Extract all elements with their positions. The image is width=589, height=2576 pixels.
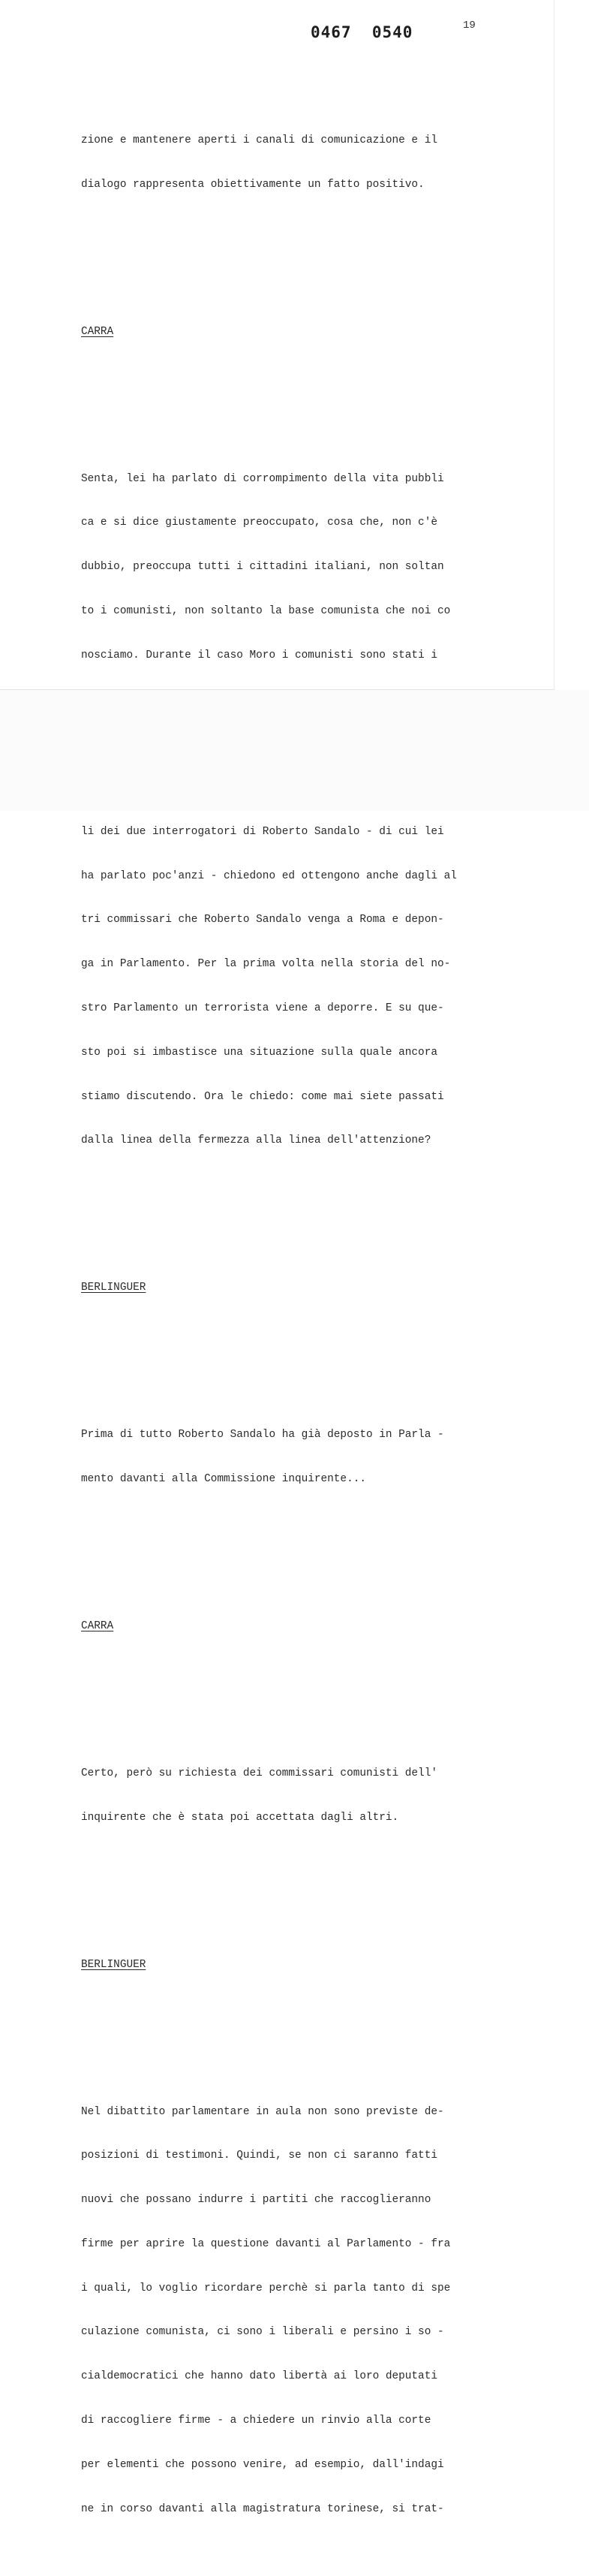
- text-line: per elementi che possono venire, ad esempio, dall'indagi: [81, 2458, 444, 2471]
- text-line: tri commissari che Roberto Sandalo venga a Roma e depon-: [81, 914, 444, 926]
- text-line: Senta, lei ha parlato di corrompimento della vita pubbli: [81, 472, 444, 485]
- paragraph: [81, 104, 479, 222]
- text-line: cialdemocratici che hanno dato libertà ai loro deputati: [81, 2370, 437, 2383]
- text-line: Prima di tutto Roberto Sandalo ha già deposto in Parla -: [81, 1429, 444, 1442]
- text-line: dialogo rappresenta obiettivamente un fatto positivo.: [81, 178, 425, 191]
- speaker-label: BERLINGUER: [81, 1958, 146, 1971]
- text-line: ne in corso davanti alla magistratura torinese, si trat-: [81, 2502, 444, 2515]
- text-line: dalla linea della fermezza alla linea dell'attenzione?: [81, 1134, 431, 1147]
- text-line: di raccogliere firme - a chiedere un rinvio alla corte: [81, 2415, 431, 2427]
- speaker-label: BERLINGUER: [81, 1282, 146, 1294]
- text-line: mento davanti alla Commissione inquirente...: [81, 1473, 366, 1485]
- text-line: inquirente che è stata poi accettata dagli altri.: [81, 1811, 399, 1824]
- speaker-label: CARRA: [81, 325, 114, 338]
- text-line: ha parlato poc'anzi - chiedono ed ottengono anche dagli al: [81, 869, 457, 882]
- paragraph: [81, 1737, 479, 1855]
- text-line: Certo, però su richiesta dei commissari comunisti dell': [81, 1767, 437, 1779]
- text-line: dubbio, preoccupa tutti i cittadini italiani, non soltan: [81, 561, 444, 574]
- text-line: zione e mantenere aperti i canali di comunicazione e il: [81, 134, 437, 146]
- text-line: Nel dibattito parlamentare in aula non sono previste de-: [81, 2105, 444, 2118]
- text-line: to i comunisti, non soltanto la base comunista che noi co: [81, 604, 451, 617]
- text-line: stro Parlamento un terrorista viene a deporre. E su que-: [81, 1002, 444, 1014]
- text-line: ga in Parlamento. Per la prima volta nella storia del no-: [81, 958, 451, 971]
- text-line: li dei due interrogatori di Roberto Sandalo - di cui lei: [81, 825, 444, 838]
- text-line: firme per aprire la questione davanti al Parlamento - fra: [81, 2237, 451, 2250]
- archive-stamp-number: 0467 0540: [311, 23, 413, 41]
- text-line: ca e si dice giustamente preoccupato, cosa che, non c'è: [81, 517, 437, 529]
- text-line: nosciamo. Durante il caso Moro i comunisti sono stati i: [81, 649, 437, 661]
- text-line: i quali, lo voglio ricordare perchè si parla tanto di spe: [81, 2282, 451, 2294]
- speaker-label: CARRA: [81, 1619, 114, 1632]
- text-line: sto poi si imbastisce una situazione sulla quale ancora: [81, 1046, 437, 1059]
- text-line: culazione comunista, ci sono i liberali e persino i so -: [81, 2326, 444, 2339]
- transcript-body: [81, 60, 479, 2576]
- paragraph: [81, 1399, 479, 1517]
- text-line: posizioni di testimoni. Quindi, se non ci saranno fatti: [81, 2150, 437, 2162]
- page-number: 19: [463, 20, 476, 32]
- paragraph: [81, 2075, 479, 2546]
- text-line: nuovi che possano indurre i partiti che raccoglieranno: [81, 2194, 431, 2207]
- scan-background: [0, 690, 589, 811]
- text-line: stiamo discutendo. Ora le chiedo: come mai siete passati: [81, 1090, 444, 1103]
